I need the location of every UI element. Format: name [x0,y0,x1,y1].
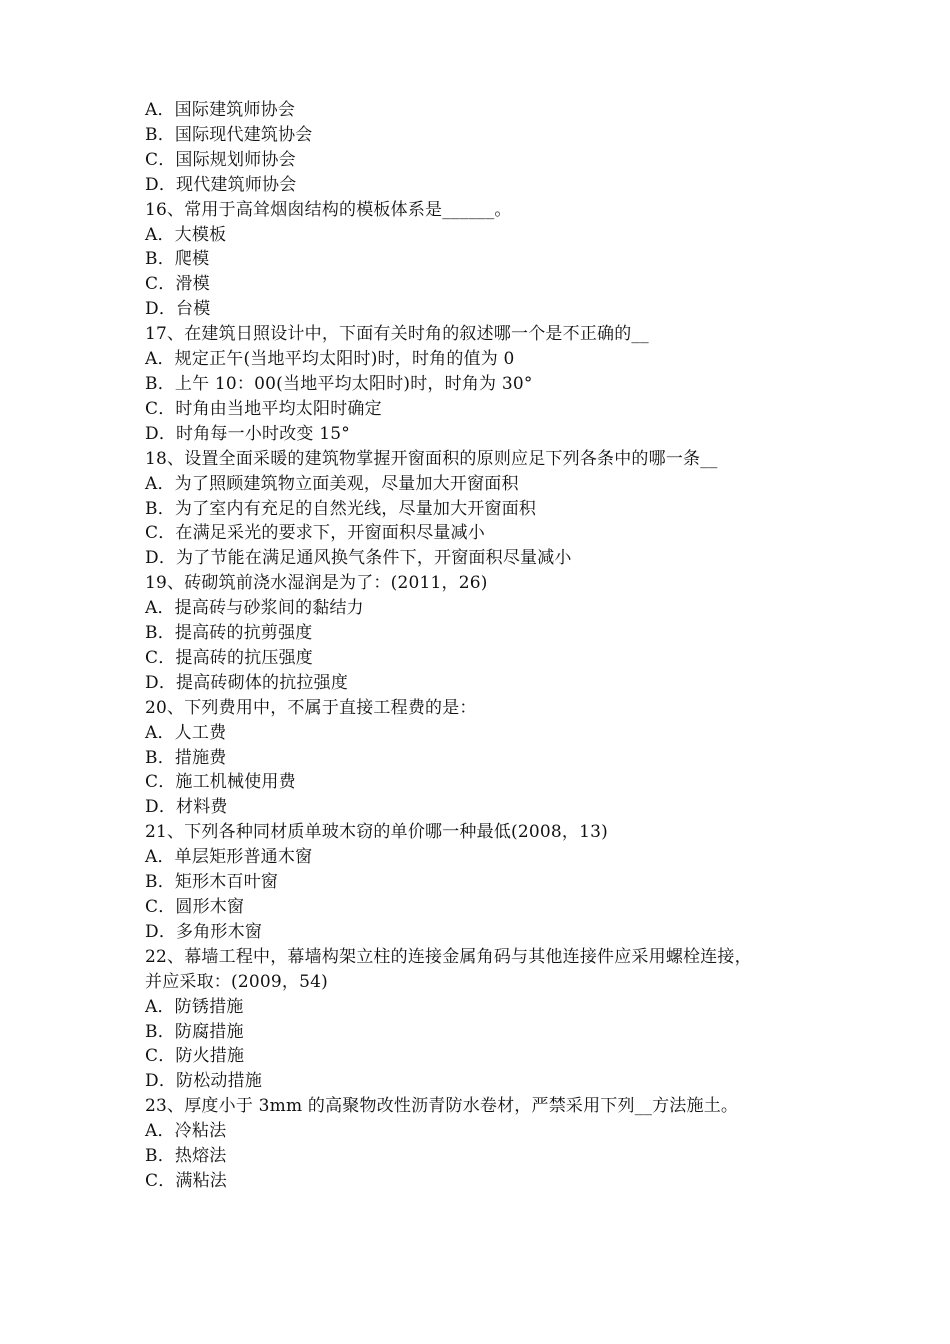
option-c: C．国际规划师协会 [145,149,296,170]
option-a: A．提高砖与砂浆间的黏结力 [145,598,364,619]
question-17: 17、在建筑日照设计中，下面有关时角的叙述哪一个是不正确的__ [145,324,649,345]
question-18: 18、设置全面采暖的建筑物掌握开窗面积的原则应足下列各条中的哪一条__ [145,448,718,469]
option-b: B．提高砖的抗剪强度 [145,623,313,644]
question-20: 20、下列费用中，不属于直接工程费的是： [145,697,477,718]
option-d: D．时角每一小时改变 15° [145,423,350,444]
option-d: D．多角形木窗 [145,921,263,942]
option-a: A．单层矩形普通木窗 [145,847,313,868]
option-b: B．防腐措施 [145,1021,244,1042]
question-23: 23、厚度小于 3mm 的高聚物改性沥青防水卷材，严禁采用下列__方法施土。 [145,1096,739,1117]
option-c: C．施工机械使用费 [145,772,296,793]
option-a: A．人工费 [145,722,227,743]
option-a: A．冷粘法 [145,1121,227,1142]
question-list [145,98,825,1194]
option-c: C．防火措施 [145,1046,245,1067]
option-b: B．措施费 [145,747,227,768]
option-c: C．满粘法 [145,1170,228,1191]
question-19: 19、砖砌筑前浇水湿润是为了：(2011，26) [145,573,488,594]
option-b: B．上午 10：00(当地平均太阳时)时，时角为 30° [145,373,533,394]
option-c: C．时角由当地平均太阳时确定 [145,398,382,419]
option-d: D．为了节能在满足通风换气条件下，开窗面积尽量减小 [145,548,572,569]
option-a: A．大模板 [145,224,227,245]
option-d: D．材料费 [145,797,228,818]
option-a: A．为了照顾建筑物立面美观，尽量加大开窗面积 [145,473,519,494]
option-c: C．圆形木窗 [145,897,245,917]
option-b: B．为了室内有充足的自然光线，尽量加大开窗面积 [145,498,537,519]
option-b: B．热熔法 [145,1146,227,1167]
option-a: A．防锈措施 [145,996,244,1017]
option-d: D．提高砖砌体的抗拉强度 [145,672,349,693]
question-21: 21、下列各种同材质单玻木窃的单价哪一种最低(2008，13) [145,822,608,843]
option-c: C．滑模 [145,274,210,295]
question-22-continued: 并应采取：(2009，54) [145,971,328,992]
option-c: C．提高砖的抗压强度 [145,647,314,668]
option-c: C．在满足采光的要求下，开窗面积尽量减小 [145,523,486,544]
option-d: D．防松动措施 [145,1071,263,1092]
option-d: D．现代建筑师协会 [145,174,297,195]
option-b: B．矩形木百叶窗 [145,872,279,893]
option-a: A．国际建筑师协会 [145,100,296,120]
question-16: 16、常用于高耸烟囱结构的模板体系是______。 [145,199,512,220]
option-a: A．规定正午(当地平均太阳时)时，时角的值为 0 [145,349,515,370]
option-b: B．国际现代建筑协会 [145,124,313,145]
option-b: B．爬模 [145,249,210,270]
option-d: D．台模 [145,299,211,320]
question-22: 22、幕墙工程中，幕墙构架立柱的连接金属角码与其他连接件应采用螺栓连接， [145,946,752,967]
